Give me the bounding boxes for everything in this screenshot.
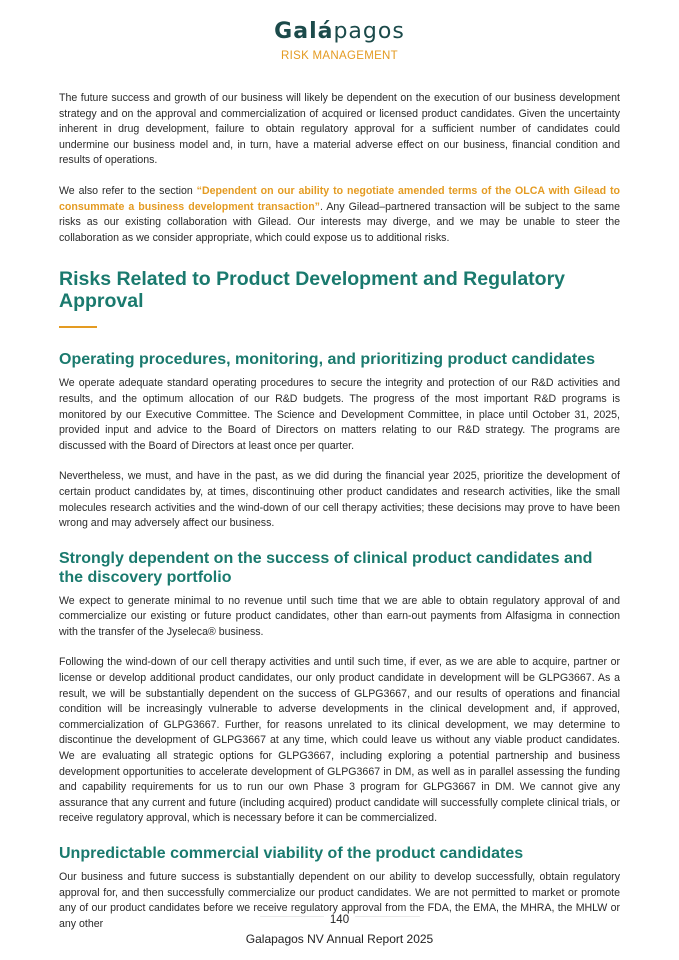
page-number: 140: [324, 914, 355, 926]
cross-reference-link[interactable]: “Dependent on our ability to negotiate amended terms of the OLCA with Gilead to consummate a business development transaction”: [59, 184, 621, 213]
section-paragraph: Our business and future success is substantially dependent on our ability to develop successfully, obtain regulatory approval for, and then successfully commercialize our product candidates. We are not permitted to market or promote any of our product candidates before we receive regulatory approval from the FDA, the EMA, the MHRA, the MHLW or any other: [59, 871, 620, 930]
intro-p2-after: . Any Gilead–partnered transaction will be subject to the same risks as our existing collaboration with Gilead. Our interests may diverge, and we may be unable to steer the collaboration as we consider appropriate, which could expose us to additional risks.: [59, 200, 620, 244]
section-heading-operating-procedures: Operating procedures, monitoring, and prioritizing product candidates: [59, 351, 596, 369]
page-footer: [0, 909, 679, 946]
section-paragraph: Following the wind-down of our cell therapy activities and until such time, if ever, as we are able to acquire, partner or license or develop additional product candidates, our only product candidate in development will be GLPG3667. As a result, we will be substantially dependent on the success of GLPG3667, and our results of operations and financial condition will be increasingly vulnerable to adverse developments in the clinical development and, if approved, commercialization of GLPG3667. Further, for reasons unrelated to its clinical development, we may determine to discontinue the development of GLPG3667 at any time, which could leave us without any viable product candidates. We are evaluating all strategic options for GLPG3667, including exploring a potential partnership and business development opportunities to accelerate development of GLPG3667 in DM, as well as in parallel assessing the funding and capability requirements for us to run our own Phase 3 program for GLPG3667 in DM. We cannot give any assurance that any current and future (including acquired) product candidate will successfully complete clinical trials, or receive regulatory approval, which is necessary before it can be commercialized.: [59, 656, 620, 825]
intro-p2-before: We also refer to the section: [59, 184, 197, 197]
section-label: RISK MANAGEMENT: [281, 50, 398, 62]
section-paragraph: We operate adequate standard operating procedures to secure the integrity and protection of our R&D activities and results, and the optimum allocation of our R&D budgets. The progress of the most important R&D programs is monitored by our Executive Committee. The Science and Development Committee, in place until October 31, 2025, provided input and advice to the Board of Directors on matters relating to our R&D strategy. The programs are discussed with the Board of Directors at least once per quarter.: [59, 377, 620, 452]
report-title: Galapagos NV Annual Report 2025: [245, 932, 434, 946]
section-paragraph: We expect to generate minimal to no revenue until such time that we are able to obtain regulatory approval of and commercialize our existing or future product candidates, other than earn-out payments from Alfasigma in connection with the transfer of the Jyseleca® business.: [59, 594, 620, 638]
section-heading-commercial-viability: Unpredictable commercial viability of the product candidates: [59, 845, 524, 862]
logo-part-light: pagos: [333, 19, 405, 44]
main-content: [59, 91, 620, 932]
section-paragraph: Nevertheless, we must, and have in the past, as we did during the financial year 2025, prioritize the development of certain product candidates by, at times, discontinuing other product candidates and research activities, like the small molecules research activities and the wind-down of our cell therapy activities; these decisions may prove to have been wrong and may adversely affect our business.: [59, 470, 620, 530]
galapagos-logo: [0, 18, 679, 46]
intro-paragraph-2: [59, 184, 620, 246]
major-heading: Risks Related to Product Development and Regulatory Approval: [59, 268, 566, 313]
page-header: [0, 18, 679, 62]
section-heading-strongly-dependent: Strongly dependent on the success of clinical product candidates and the discovery portfolio: [59, 549, 593, 586]
accent-divider: [59, 326, 97, 328]
intro-paragraph-1: The future success and growth of our business will likely be dependent on the execution of our business development strategy and on the approval and commercialization of acquired or licensed product candidates. Given the uncertainty inherent in drug development, failure to obtain regulatory approval for a sufficient number of candidates could undermine our business model and, in turn, have a material adverse effect on our business, financial condition and results of operations.: [59, 92, 620, 167]
logo-part-bold: Galá: [274, 19, 334, 44]
